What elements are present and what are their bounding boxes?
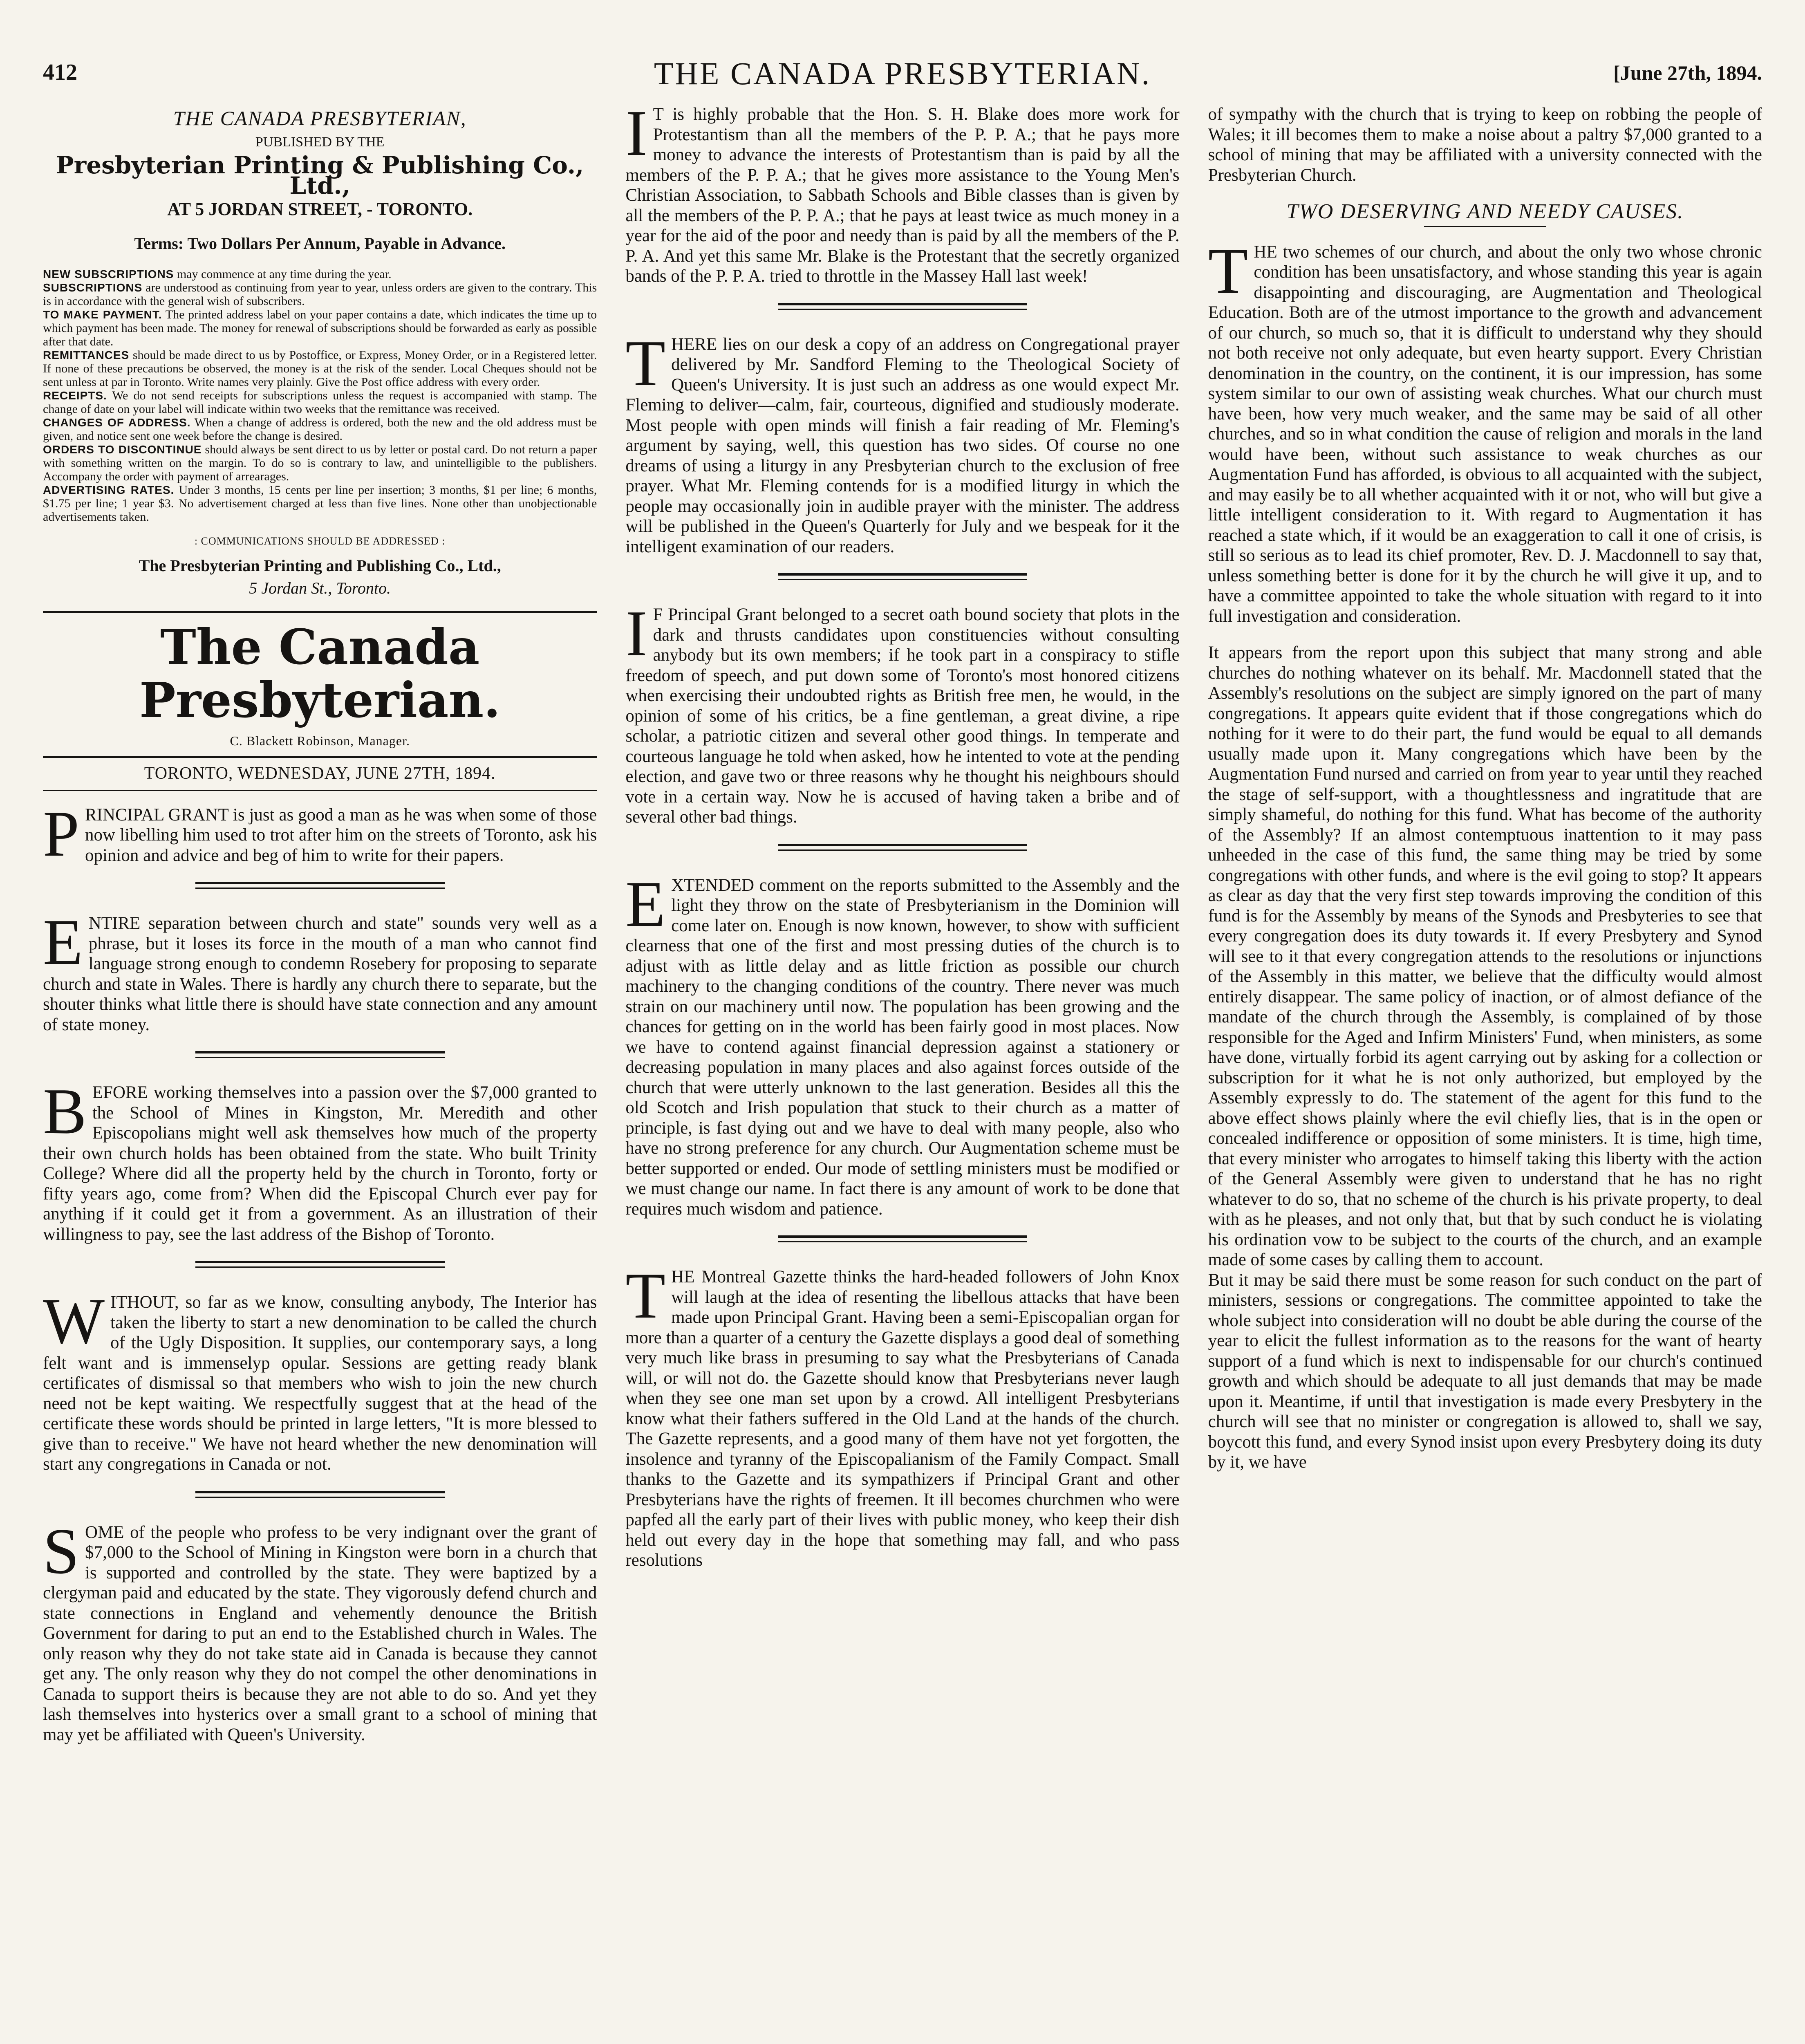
issue-date: [June 27th, 1894. <box>1613 61 1762 84</box>
body-paragraph: It appears from the report upon this subject that many strong and able churches do nothing whatever on its behalf. Mr. Macdonnell stated that the Assembly's resolutions on the subject are simply ignored on the part of many congregations. It appears quite evident that if those congregations which do nothing for it were to do their part, the fund would be equal to all demands usually made upon it. Many congregations which have been by the Augmentation Fund nursed and carried on from year to year until they reached the stage of self-support, with a thoughtlessness and ingratitude that are simply shameful, do nothing for this fund. What has become of the authority of the Assembly? If an almost contemptuous inattention to it may pass unheeded in the case of this fund, the same thing may be tried by some congregations with other funds, and where is the evil going to stop? It appears as clear as day that the very first step towards improving the condition of this fund is for the Assembly by means of the Synods and Presbyteries to see that every congregation does its duty towards it. If every Presbytery and Synod will see to it that every congregation attends to the resolutions or injunctions of the Assembly in this matter, we believe that the difficulty would almost entirely disappear. The same policy of inaction, or of almost defiance of the mandate of the church through the Assembly, is complained of by those responsible for the Aged and Infirm Ministers' Fund, when ministers, as some have done, virtually forbid its agent carrying out by asking for a collection or subscription for it what he is not only authorized, but employed by the Assembly expressly to do. The statement of the agent for this fund to the above effect shows plainly where the evil chiefly lies, that is in the open or concealed indifference or opposition of some ministers. It is time, high time, that every minister who arrogates to himself taking this liberty with the action of the General Assembly were given to understand that he has no right whatever to do so, that no scheme of the church is his private property, to deal with as he pleases, and not only that, but that by such conduct he is violating his ordination vow to be subject to the courts of the church, and an example made of some cases by calling them to account. <box>1208 643 1762 1269</box>
column-2 <box>625 104 1179 2044</box>
editorial-paragraph: W ITHOUT, so far as we know, consulting anybody, The Interior has taken the liberty to start a new denomination to be called the church of the Ugly Disposition. It supplies, our contemporary says, a long felt want and is immenselyp opular. Sessions are getting ready blank certificates of dismissal so that members who wish to join the new church need not be kept waiting. We respectfully suggest that at the head of the certificate these words should be printed in large letters, "It is more blessed to give than to receive." We have not heard whether the new denomination will start any congregations in Canada or not. <box>43 1284 597 1474</box>
paper-title: The Canada Presbyterian. <box>43 611 597 727</box>
drop-cap: I <box>625 597 647 670</box>
notice-item: TO MAKE PAYMENT. The printed address label on your paper contains a date, which indicates the time up to which payment has been made. The money for renewal of subscriptions should be forwarded as early as possible after that date. <box>43 308 597 348</box>
drop-cap: P <box>43 797 79 870</box>
column-1 <box>43 104 597 2044</box>
page-number: 412 <box>43 60 77 85</box>
notice-item: NEW SUBSCRIPTIONS may commence at any time during the year. <box>43 267 392 281</box>
editorial-paragraph: T HE Montreal Gazette thinks the hard-headed followers of John Knox will laugh at the idea of resenting the libellous attacks that have been made upon Principal Grant. Having been a semi-Episcopalian organ for more than a quarter of a century the Gazette displays a good deal of something very much like brass in presuming to say what the Presbyterians of Canada will, or will not do. the Gazette should know that Presbyterians never laugh when they see one man set upon by a crowd. All intelligent Presbyterians know what their fathers suffered in the Old Land at the hands of the church. The Gazette represents, and a good many of them have not yet forgotten, the insolence and tyranny of the Episcopalianism of the Family Compact. Small thanks to the Gazette and its sympathizers if Principal Grant and other Presbyterians have the rights of freemen. It ill becomes churchmen who were papfed all the early part of their lives with public money, who keep their dish held out every day in the hope that something may fall, and who pass resolutions <box>625 1259 1180 1570</box>
short-rule <box>1424 226 1546 227</box>
subscription-notices <box>43 267 597 524</box>
running-title: THE CANADA PRESBYTERIAN. <box>654 56 1151 91</box>
column-3 <box>1208 104 1762 2044</box>
notice-item: CHANGES OF ADDRESS. When a change of address is ordered, both the new and the old address must be given, and notice sent one week before the change is desired. <box>43 416 597 443</box>
double-rule <box>195 1261 445 1268</box>
masthead-terms: Terms: Two Dollars Per Annum, Payable in Advance. <box>134 234 506 253</box>
editorial-paragraph: T HE two schemes of our church, and about the only two whose chronic condition has been unsatisfactory, and whose standing this year is again disappointing and discouraging, are Augmentation and Theological Education. Both are of the utmost importance to the growth and advancement of our church, so much so, that it is difficult to understand why they should not both receive not only adequate, but even hearty support. Every Christian denomination in the country, on the continent, it is our impression, has some system similar to our own of assisting weak churches. What our church must have been, how very much weaker, and the same may be said of all other churches, and so in what condition the cause of religion and morals in the land would have been, without such assistance to weak churches as our Augmentation Fund has afforded, is obvious to all acquainted with the subject, and may easily be to all whether acquainted with it or not, who will but give a little intelligent consideration to it. With regard to Augmentation it has reached a state which, if it would be an exaggeration to call it one of crisis, is still so serious as to lead its chief promoter, Rev. D. J. Macdonnell to say that, unless something better is done for it by the church he will give it up, and to have a committee appointed to take the whole situation with regard to it into full investigation and consideration. <box>1208 234 1762 626</box>
section-title: TWO DESERVING AND NEEDY CAUSES. <box>1286 200 1684 223</box>
double-rule <box>778 1235 1027 1242</box>
drop-cap: T <box>625 326 666 399</box>
double-rule <box>778 844 1027 851</box>
masthead-address: AT 5 JORDAN STREET, - TORONTO. <box>167 199 473 219</box>
notice-item: RECEIPTS. We do not send receipts for subscriptions unless the request is accompanied with stamp. The change of date on your label will indicate within two weeks that the remittance was received. <box>43 389 597 416</box>
editorial-paragraph: T HERE lies on our desk a copy of an address on Congregational prayer delivered by Mr. Sandford Fleming to the Theological Society of Queen's University. It is just such an address as one would expect Mr. Fleming to deliver—calm, fair, courteous, dignified and studiously moderate. Most people with open minds will finish a fair reading of Mr. Fleming's argument by saying, well, this question has two sides. Of course no one dreams of using a liturgy in any Presbyterian church to the exclusion of free prayer. What Mr. Fleming contends for is a modified liturgy in which the people may occasionally join in audible prayer with the minister. The address will be published in the Queen's Quarterly for July and we bespeak for it the intelligent examination of our readers. <box>625 326 1180 556</box>
editorial-paragraph: S OME of the people who profess to be very indignant over the grant of $7,000 to the School of Mining in Kingston were born in a church that is supported and controlled by the state. They were baptized by a clergyman paid and educated by the state. They vigorously defend church and state connections in England and vehemently denounce the British Government for daring to put an end to the Established church in Wales. The only reason why they do not take state aid in Canada is because they cannot get any. The only reason why they do not compel the other denominations in Canada to support theirs is because they are not able to do so. And yet they lash themselves into hysterics over a small grant to a school of mining that may yet be affiliated with Queen's University. <box>43 1514 597 1744</box>
article-columns <box>43 104 1762 2044</box>
editorial-paragraph: I F Principal Grant belonged to a secret oath bound society that plots in the dark and thrusts candidates upon constituencies without consulting anybody but its own members; if he took part in a conspiracy to stifle freedom of speech, and put down some of Toronto's most honored citizens when exercising their undoubted rights as British free men, he would, in the opinion of some of his critics, be a fine gentleman, a great divine, a ripe scholar, a patriotic citizen and several other good things. In temperate and courteous language he told when asked, how he intented to vote at the pending election, and gave two or three reasons why he thought his neighbours should vote in a certain way. Now he is accused of having taken a bribe and of several other bad things. <box>625 597 1180 827</box>
body-paragraph: But it may be said there must be some reason for such conduct on the part of ministers, sessions or congregations. The committee appointed to take the whole subject into consideration will no doubt be able during the course of the year to elicit the fullest information as to the reasons for the want of hearty support of a fund which is next to indispensable for our church's continued growth and which should be adequate to all just demands that may be made upon it. Meantime, if until that investigation is made every Presbytery in the church will see that no minister or congregation is allowed to, shall we say, boycott this fund, and every Synod insist upon every Presbytery doing its duty by it, we have <box>1208 1270 1762 1472</box>
notice-item: ADVERTISING RATES. Under 3 months, 15 cents per line per insertion; 3 months, $1 per line; 6 months, $1.75 per line; 1 year $3. No advertisement charged at less than five lines. None other than unobjectionable advertisements taken. <box>43 483 597 524</box>
drop-cap: I <box>625 104 647 169</box>
double-rule <box>778 303 1027 310</box>
dateline: TORONTO, WEDNESDAY, JUNE 27TH, 1894. <box>43 756 597 791</box>
masthead-company: Presbyterian Printing & Publishing Co., Ltd., <box>56 151 584 199</box>
editorial-paragraph: E NTIRE separation between church and state" sounds very well as a phrase, but it loses its force in the mouth of a man who cannot find language strong enough to condemn Rosebery for proposing to separate church and state in Wales. There is hardly any church there to separate, but the shouter thinks what little there is should have state connection and any amount of state money. <box>43 905 597 1034</box>
double-rule <box>195 882 445 889</box>
double-rule <box>195 1491 445 1498</box>
editorial-paragraph: B EFORE working themselves into a passion over the $7,000 granted to the School of Mines in Kingston, Mr. Meredith and other Episcopolians might well ask themselves how much of the property their own church holds has been obtained from the state. Who built Trinity College? Where did all the property held by the church in Toronto, forty or fifty years ago, come from? When did the Episcopal Church ever pay for anything if it could get it from a government. As an illustration of their willingness to pay, see the last address of the Bishop of Toronto. <box>43 1075 597 1244</box>
company-name-bottom: The Presbyterian Printing and Publishing Co., Ltd., <box>139 556 501 575</box>
drop-cap: S <box>43 1514 79 1587</box>
editorial-paragraph: P RINCIPAL GRANT is just as good a man as he was when some of those now libelling him used to trot after him on the streets of Toronto, ask his opinion and advice and beg of him to write for their papers. <box>43 797 597 870</box>
double-rule <box>195 1051 445 1058</box>
masthead-published-by: PUBLISHED BY THE <box>255 134 385 150</box>
editorial-paragraph: I T is highly probable that the Hon. S. H. Blake does more work for Protestantism than all the members of the P. P. A.; that he pays more money to advance the interests of Protestantism than is paid by all the members of the P. P. A.; that he gives more assistance to the Young Men's Christian Association, to Sabbath Schools and Bible classes than is given by all the members of the P. P. A.; that he pays at least twice as much money in a year for the aid of the poor and needy than is paid by all the members of the P. P. A. And yet this same Mr. Blake is the Protestant that the secretly organized bands of the P. P. A. tried to throttle in the Massey Hall last week! <box>625 104 1180 286</box>
notice-item: ORDERS TO DISCONTINUE should always be sent direct to us by letter or postal card. Do not return a paper with something written on the margin. To do so is contrary to law, and unintelligible to the publishers. Accompany the order with payment of arrearages. <box>43 443 597 483</box>
drop-cap: W <box>43 1284 105 1357</box>
communications-note: : COMMUNICATIONS SHOULD BE ADDRESSED : <box>194 535 446 547</box>
notice-item: SUBSCRIPTIONS are understood as continuing from year to year, unless orders are given to the contrary. This is in accordance with the general wish of subscribers. <box>43 281 597 308</box>
masthead-title: THE CANADA PRESBYTERIAN, <box>173 107 467 130</box>
page-header <box>43 55 1762 100</box>
drop-cap: E <box>625 867 666 940</box>
drop-cap: T <box>625 1259 666 1332</box>
company-address-bottom: 5 Jordan St., Toronto. <box>249 579 391 597</box>
drop-cap: T <box>1208 234 1248 307</box>
drop-cap: E <box>43 905 83 978</box>
drop-cap: B <box>43 1075 87 1148</box>
editorial-paragraph: E XTENDED comment on the reports submitted to the Assembly and the light they throw on the state of Presbyterianism in the Dominion will come later on. Enough is now known, however, to show with sufficient clearness that one of the first and most pressing duties of the church is to adjust with as little delay and as little friction as possible our church machinery to the changing conditions of the country. There never was much strain on our machinery until now. The population has been growing and the chances for getting on in the world has been fairly good in most places. Now we have to contend against financial depression against a stationery or decreasing population in many places and also against forces outside of the church that were utterly unknown to the last generation. Besides all this the old Scotch and Irish population that stuck to their church as a matter of principle, is fast dying out and we have to deal with many people, also who have no strong preference for any church. Our Augmentation scheme must be better supported or ended. Our mode of settling ministers must be modified or we must change our name. In fact there is any amount of work to be done that requires much wisdom and patience. <box>625 867 1180 1219</box>
notice-item: REMITTANCES should be made direct to us by Postoffice, or Express, Money Order, or in a Registered letter. If none of these precautions be observed, the money is at the risk of the sender. Local Cheques should not be sent unless at par in Toronto. Write names very plainly. Give the Post office address with every order. <box>43 348 597 389</box>
manager-line: C. Blackett Robinson, Manager. <box>230 733 410 748</box>
continued-paragraph: of sympathy with the church that is trying to keep on robbing the people of Wales; it ill becomes them to make a noise about a paltry $7,000 granted to a school of mining that may be affiliated with a university connected with the Presbyterian Church. <box>1208 105 1762 185</box>
double-rule <box>778 573 1027 580</box>
